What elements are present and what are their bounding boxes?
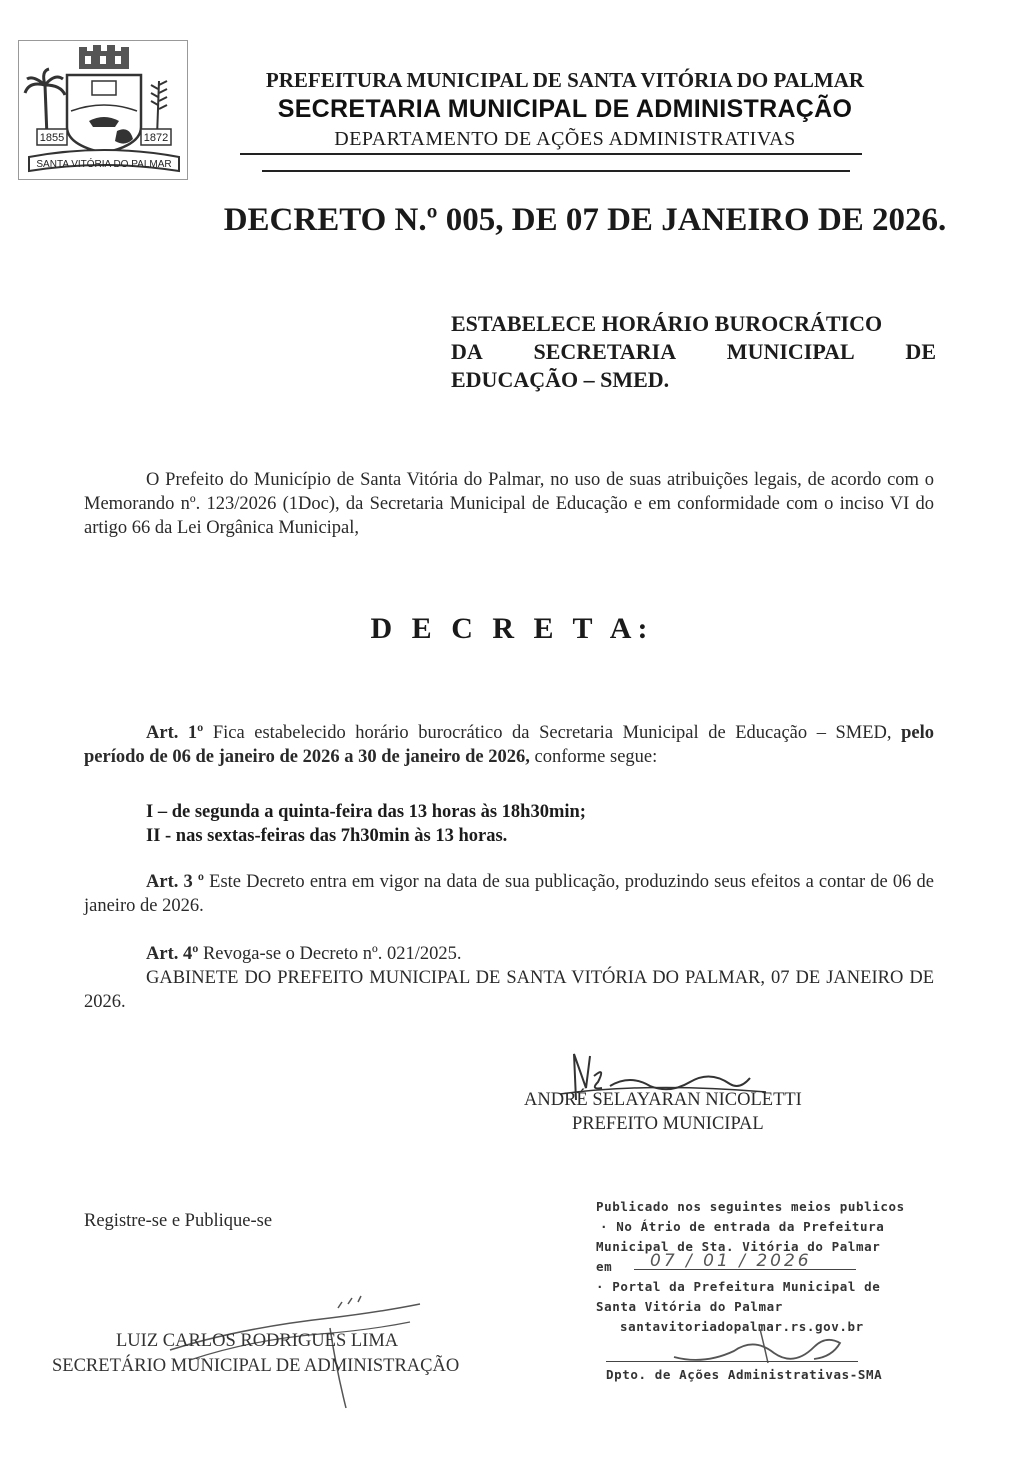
article-3-label: Art. 3 º: [146, 872, 204, 892]
stamp-signature-line: [606, 1361, 858, 1362]
stamp-line6: Santa Vitória do Palmar: [596, 1299, 783, 1314]
mayor-role: PREFEITO MUNICIPAL: [572, 1114, 764, 1134]
coat-of-arms-icon: [19, 41, 187, 179]
summary-line1: ESTABELECE HORÁRIO BUROCRÁTICO: [451, 311, 883, 336]
crest-year-left: 1855: [39, 132, 65, 144]
article-4-label: Art. 4º: [146, 944, 199, 964]
municipal-crest: [18, 40, 188, 180]
article-4: [84, 942, 934, 966]
article-1-text: Fica estabelecido horário burocrático da Secretaria Municipal de Educação – SMED,: [203, 723, 902, 743]
closing-line: GABINETE DO PREFEITO MUNICIPAL DE SANTA VITÓRIA DO PALMAR, 07 DE JANEIRO DE 2026.: [84, 968, 934, 1012]
stamp-line2: · No Átrio de entrada da Prefeitura: [600, 1219, 885, 1234]
header-divider-top: [240, 153, 862, 155]
article-3: [84, 870, 934, 918]
decree-summary: [451, 310, 936, 394]
preamble: O Prefeito do Município de Santa Vitória do Palmar, no uso de suas atribuições legais, de acordo com o Memorando nº. 123/2026 (1Doc), da Secretaria Municipal de Educação e em conformidade com o inciso VI do artigo 66 da Lei Orgânica Municipal,: [84, 470, 934, 538]
stamp-line7: santavitoriadopalmar.rs.gov.br: [620, 1319, 864, 1334]
mayor-name: ANDRÉ SELAYARAN NICOLETTI: [524, 1090, 802, 1110]
stamp-line1: Publicado nos seguintes meios publicos: [596, 1199, 905, 1214]
secretary-signature: [150, 1288, 450, 1418]
stamp-line5: · Portal da Prefeitura Municipal de: [596, 1279, 881, 1294]
schedule-item-2: II - nas sextas-feiras das 7h30min às 13 horas.: [146, 826, 508, 846]
header-divider-bottom: [262, 170, 850, 172]
decreta-heading: D E C R E T A:: [370, 612, 654, 645]
publication-stamp: [594, 1193, 905, 1393]
header-line2: SECRETARIA MUNICIPAL DE ADMINISTRAÇÃO: [277, 95, 853, 123]
decree-title: DECRETO N.º 005, DE 07 DE JANEIRO DE 2026.: [223, 202, 947, 238]
summary-line3: EDUCAÇÃO – SMED.: [451, 367, 670, 392]
schedule-item-1: I – de segunda a quinta-feira das 13 horas às 18h30min;: [146, 802, 586, 822]
stamp-handwritten-date: 07 / 01 / 2026: [650, 1251, 812, 1271]
article-3-text: Este Decreto entra em vigor na data de sua publicação, produzindo seus efeitos a contar de 06 de janeiro de 2026.: [84, 872, 934, 916]
header-line1: PREFEITURA MUNICIPAL DE SANTA VITÓRIA DO PALMAR: [265, 68, 865, 92]
crest-motto: SANTA VITÓRIA DO PALMAR: [36, 159, 172, 170]
secretary-name: LUIZ CARLOS RODRIGUES LIMA: [116, 1331, 399, 1351]
stamp-line3: Municipal de Sta. Vitória do Palmar: [596, 1239, 881, 1254]
article-4-text: Revoga-se o Decreto nº. 021/2025.: [198, 944, 462, 964]
secretary-role: SECRETÁRIO MUNICIPAL DE ADMINISTRAÇÃO: [52, 1356, 460, 1376]
register-publish-note: Registre-se e Publique-se: [84, 1211, 273, 1231]
stamp-footer: Dpto. de Ações Administrativas-SMA: [606, 1367, 883, 1382]
summary-line2: DA SECRETARIA MUNICIPAL DE: [451, 339, 936, 364]
article-1: [84, 721, 934, 769]
article-1-tail: conforme segue:: [529, 747, 658, 767]
stamp-signature: [664, 1323, 854, 1373]
crest-year-right: 1872: [143, 132, 169, 144]
article-1-period: pelo período de 06 de janeiro de 2026 a 30 de janeiro de 2026,: [84, 723, 934, 767]
article-1-label: Art. 1º: [146, 723, 204, 743]
header-line3: DEPARTAMENTO DE AÇÕES ADMINISTRATIVAS: [334, 128, 796, 150]
stamp-line4: em: [596, 1259, 613, 1274]
